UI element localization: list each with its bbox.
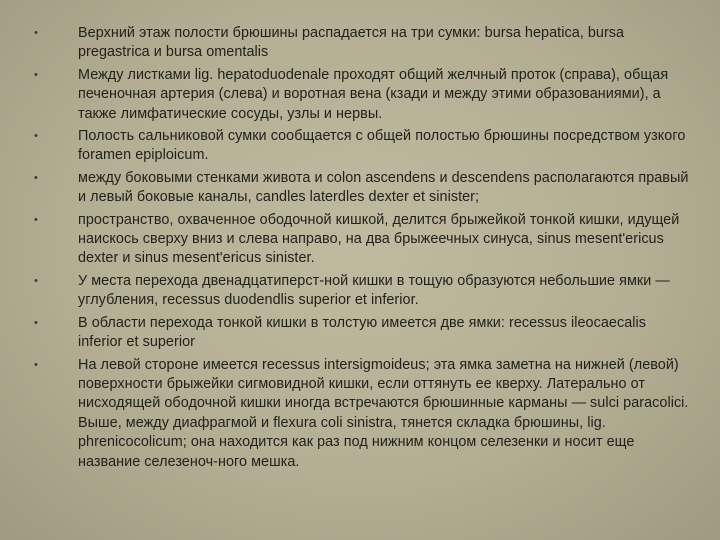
bullet-item: [22, 211, 692, 269]
bullet-dot-icon: •: [34, 213, 38, 226]
bullet-item: [22, 356, 692, 472]
bullet-dot-icon: •: [34, 130, 38, 143]
bullet-list: [22, 24, 692, 475]
bullet-text: пространство, охваченное ободочной кишкой, делится брыжейкой тонкой кишки, идущей наискось сверху вниз и слева направо, на два брыжеечных синуса, sinus mesent'ericus dexter и sinus mesent'ericus sinister.: [78, 211, 680, 267]
bullet-item: [22, 272, 692, 311]
bullet-text: Верхний этаж полости брюшины распадается на три сумки: bursa hepatica, bursa pregastrica и bursa omentalis: [78, 25, 625, 61]
bullet-dot-icon: •: [34, 316, 38, 329]
bullet-text: Между листками lig. hepatoduodenale проходят общий желчный проток (справа), общая печеночная артерия (слева) и воротная вена (кзади и между этими образованиями), а также лимфатические сосуды, узлы и нервы.: [78, 66, 669, 122]
bullet-text: Полость сальниковой сумки сообщается с общей полостью брюшины посредством узкого foramen epiploicum.: [78, 128, 686, 164]
bullet-dot-icon: •: [34, 358, 38, 371]
bullet-text: В области перехода тонкой кишки в толстую имеется две ямки: recessus ileocaecalis inferior et superior: [78, 314, 647, 351]
bullet-item: [22, 127, 692, 166]
bullet-text: между боковыми стенками живота и colon ascendens и descendens располагаются правый и левый боковые каналы, candles laterdles dexter et sinister;: [78, 169, 689, 206]
bullet-dot-icon: •: [34, 27, 38, 39]
bullet-item: [22, 66, 692, 124]
bullet-text: У места перехода двенадцатиперст-ной кишки в тощую образуются небольшие ямки — углубления, recessus duodendlis superior et inferior.: [78, 272, 670, 309]
bullet-dot-icon: •: [34, 171, 38, 184]
bullet-dot-icon: •: [34, 274, 38, 287]
bullet-item: [22, 314, 692, 353]
bullet-item: [22, 169, 692, 208]
bullet-dot-icon: •: [34, 68, 38, 81]
bullet-text: На левой стороне имеется recessus intersigmoideus; эта ямка заметна на нижней (левой) поверхности брыжейки сигмовидной кишки, если оттянуть ее кверху. Латерально от нисходящей ободочной кишки иногда встречаются брюшинные карманы — sulci paracolici. Выше, между диафрагмой и flexura coli sinistra, тянется складка брюшины, lig. phrenicocolicum; она находится как раз под нижним концом селезенки и носит еще название селезеноч-ного мешка.: [78, 356, 689, 470]
bullet-item: [22, 24, 692, 63]
